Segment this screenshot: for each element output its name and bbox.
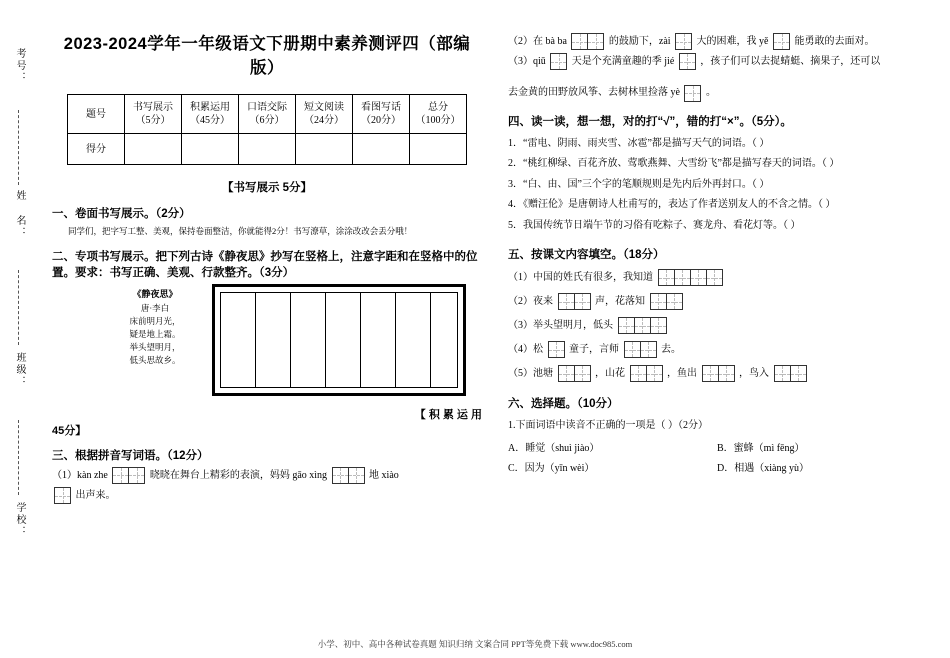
fill-answer-boxes[interactable] xyxy=(548,341,565,358)
q5-text-5: （5）池塘 xyxy=(508,368,553,380)
q5-text-4b: 童子，言师 xyxy=(569,344,619,356)
option-c[interactable]: C．因为（yīn wèi） xyxy=(508,463,595,475)
poem-line: 低头思故乡。 xyxy=(129,355,181,366)
score-cell[interactable] xyxy=(296,134,353,165)
question-6-item-1: 1.下面词语中读音不正确的一项是（ ）（2分） xyxy=(508,420,708,432)
margin-class: 班级： xyxy=(14,352,25,388)
left-column xyxy=(52,30,482,507)
fill-answer-boxes[interactable] xyxy=(650,293,683,310)
question-5-item-1 xyxy=(508,268,926,288)
q3-text-c: 地 xiào xyxy=(369,469,399,481)
q3r-text-b: 的鼓励下，zài xyxy=(608,36,671,47)
score-header-cell: 积累运用 （45分） xyxy=(182,95,239,134)
page-title: 2023-2024学年一年级语文下册期中素养测评四（部编版） xyxy=(63,35,471,77)
margin-divider-3 xyxy=(18,420,19,495)
margin-exam-number: 考号： xyxy=(14,48,25,84)
question-4-item[interactable]: 5．我国传统节日端午节的习俗有吃粽子、赛龙舟、看花灯等。（ ） xyxy=(508,219,801,231)
fill-answer-boxes[interactable] xyxy=(630,365,663,382)
margin-name: 姓 名： xyxy=(14,190,25,239)
vertical-writing-grid[interactable] xyxy=(212,284,466,396)
q3r-text-d: 能勇敢的去面对。 xyxy=(794,36,875,47)
fill-answer-boxes[interactable] xyxy=(618,317,667,334)
score-header-cell: 口语交际 （6分） xyxy=(239,95,296,134)
question-2-title: 二、专项书写展示。把下列古诗《静夜思》抄写在竖格上，注意字距和在竖格中的位置。要求：书写正确、美观、行款整齐。（3分） xyxy=(52,250,478,279)
fill-answer-boxes[interactable] xyxy=(558,293,591,310)
question-6-options-row-2 xyxy=(508,459,926,474)
q3r-text-c: 大的困难，我 yě xyxy=(696,36,769,47)
section-handwriting-header: 【书写展示 5分】 xyxy=(221,182,313,194)
poem-author: 唐·李白 xyxy=(140,302,170,313)
score-row-label: 得分 xyxy=(68,134,125,165)
question-3-line-1 xyxy=(52,467,482,484)
question-3-line-1-cont xyxy=(52,487,482,504)
score-header-cell: 题号 xyxy=(68,95,125,134)
fill-answer-boxes[interactable] xyxy=(558,365,591,382)
question-4-item[interactable]: 4．《赠汪伦》是唐朝诗人杜甫写的，表达了作者送别友人的不含之情。（ ） xyxy=(508,199,836,211)
q3-text-a: （1）kàn zhe xyxy=(52,469,108,481)
question-5-title: 五、按课文内容填空。（18分） xyxy=(508,249,665,262)
pinyin-answer-boxes[interactable] xyxy=(675,33,692,50)
question-4-item[interactable]: 1．“雷电、阴雨、雨夹雪、冰雹”都是描写天气的词语。（ ） xyxy=(508,137,770,149)
score-cell[interactable] xyxy=(239,134,296,165)
right-column xyxy=(508,30,926,479)
poem-line: 床前明月光， xyxy=(129,315,181,326)
option-b[interactable]: B．蜜蜂（mì fēng） xyxy=(717,443,805,455)
score-header-cell: 短文阅读 （24分） xyxy=(296,95,353,134)
q3r-text-g: ，孩子们可以去捉蜻蜓、摘果子，还可以 xyxy=(700,56,881,68)
question-6-title: 六、选择题。（10分） xyxy=(508,398,619,411)
score-cell[interactable] xyxy=(410,134,467,165)
option-a[interactable]: A．睡觉（shuì jiào） xyxy=(508,443,600,455)
section-accumulation-header-right: 【 积 累 运 用 xyxy=(414,408,482,421)
q5-text-5c: ，鱼出 xyxy=(667,368,697,380)
score-header-cell: 看图写话 （20分） xyxy=(353,95,410,134)
score-header-cell: 总分 （100分） xyxy=(410,95,467,134)
question-3-line-3 xyxy=(508,53,926,70)
grid-line xyxy=(360,293,361,387)
grid-line xyxy=(255,293,256,387)
q3r-text-i: 。 xyxy=(705,87,716,99)
fill-answer-boxes[interactable] xyxy=(774,365,807,382)
option-d[interactable]: D．相遇（xiàng yù） xyxy=(717,463,809,475)
question-1-note: 同学们，把字写工整、美观，保持卷面整洁，你就能得2分！书写潦草，涂涂改改会丢分哦！ xyxy=(68,226,413,236)
grid-line xyxy=(325,293,326,387)
margin-divider-1 xyxy=(18,110,19,185)
score-cell[interactable] xyxy=(182,134,239,165)
poem-title: 《静夜思》 xyxy=(132,288,178,299)
score-header-cell: 书写展示 （5分） xyxy=(125,95,182,134)
page-footer: 小学、初中、高中各种试卷真题 知识归纳 文案合同 PPT等免费下载 www.doc985.com xyxy=(317,639,633,649)
margin-school: 学校： xyxy=(14,502,25,538)
q5-text-5d: ，鸟入 xyxy=(739,368,769,380)
question-4-item[interactable]: 2．“桃红柳绿、百花齐放、莺歌燕舞、大雪纷飞”都是描写春天的词语。（ ） xyxy=(508,158,840,170)
question-6-options-row-1 xyxy=(508,439,926,454)
question-3-title: 三、根据拼音写词语。（12分） xyxy=(52,449,209,462)
q5-text-5b: ，山花 xyxy=(595,368,625,380)
pinyin-answer-boxes[interactable] xyxy=(112,467,145,484)
poem-line: 举头望明月， xyxy=(129,342,181,353)
poem-source-text xyxy=(110,288,200,368)
section-accumulation-header-left: 45分】 xyxy=(52,424,87,437)
question-5-item-5 xyxy=(508,364,926,384)
grid-line xyxy=(430,293,431,387)
score-cell[interactable] xyxy=(125,134,182,165)
score-table xyxy=(67,94,467,165)
pinyin-answer-boxes[interactable] xyxy=(571,33,604,50)
q3r-text-h: 去金黄的田野放风筝、去树林里捡落 yè xyxy=(508,87,680,99)
table-row xyxy=(68,134,467,165)
q3r-text-a: （2）在 bà ba xyxy=(508,36,567,47)
pinyin-answer-boxes[interactable] xyxy=(684,85,701,102)
grid-line xyxy=(395,293,396,387)
q5-text-3: （3）举头望明月，低头 xyxy=(508,320,613,332)
question-3-line-2 xyxy=(508,33,926,50)
fill-answer-boxes[interactable] xyxy=(624,341,657,358)
q3r-text-e: （3）qiū xyxy=(508,56,546,68)
q5-text-2: （2）夜来 xyxy=(508,296,553,308)
margin-strip xyxy=(4,40,38,600)
question-5-item-2 xyxy=(508,292,926,312)
question-4-item[interactable]: 3．“白、由、国”三个字的笔顺规则是先内后外再封口。（ ） xyxy=(508,178,770,190)
fill-answer-boxes[interactable] xyxy=(702,365,735,382)
q5-text-1: （1）中国的姓氏有很多，我知道 xyxy=(508,272,653,284)
margin-divider-2 xyxy=(18,270,19,345)
q3-text-d: 出声来。 xyxy=(75,489,116,501)
pinyin-answer-boxes[interactable] xyxy=(550,53,567,70)
grid-line xyxy=(290,293,291,387)
q5-text-2b: 声，花落知 xyxy=(595,296,645,308)
q5-text-4c: 去。 xyxy=(661,344,681,356)
table-row xyxy=(68,95,467,134)
pinyin-answer-boxes[interactable] xyxy=(332,467,365,484)
question-3-line-4 xyxy=(508,84,926,101)
score-cell[interactable] xyxy=(353,134,410,165)
q3-text-b: 晓晓在舞台上精彩的表演，妈妈 gāo xìng xyxy=(149,469,328,481)
q5-text-4: （4）松 xyxy=(508,344,543,356)
pinyin-answer-boxes[interactable] xyxy=(773,33,790,50)
poem-copy-area xyxy=(52,284,482,404)
fill-answer-boxes[interactable] xyxy=(658,269,723,286)
poem-line: 疑是地上霜。 xyxy=(129,328,181,339)
pinyin-answer-boxes[interactable] xyxy=(54,487,71,504)
pinyin-answer-boxes[interactable] xyxy=(679,53,696,70)
q3r-text-f: 天是个充满童趣的季 jié xyxy=(571,56,675,68)
question-4-title: 四、读一读，想一想，对的打“√”，错的打“×”。（5分）。 xyxy=(508,115,792,128)
question-1-title: 一、卷面书写展示。（2分） xyxy=(52,208,191,220)
question-5-item-4 xyxy=(508,340,926,360)
question-5-item-3 xyxy=(508,316,926,336)
